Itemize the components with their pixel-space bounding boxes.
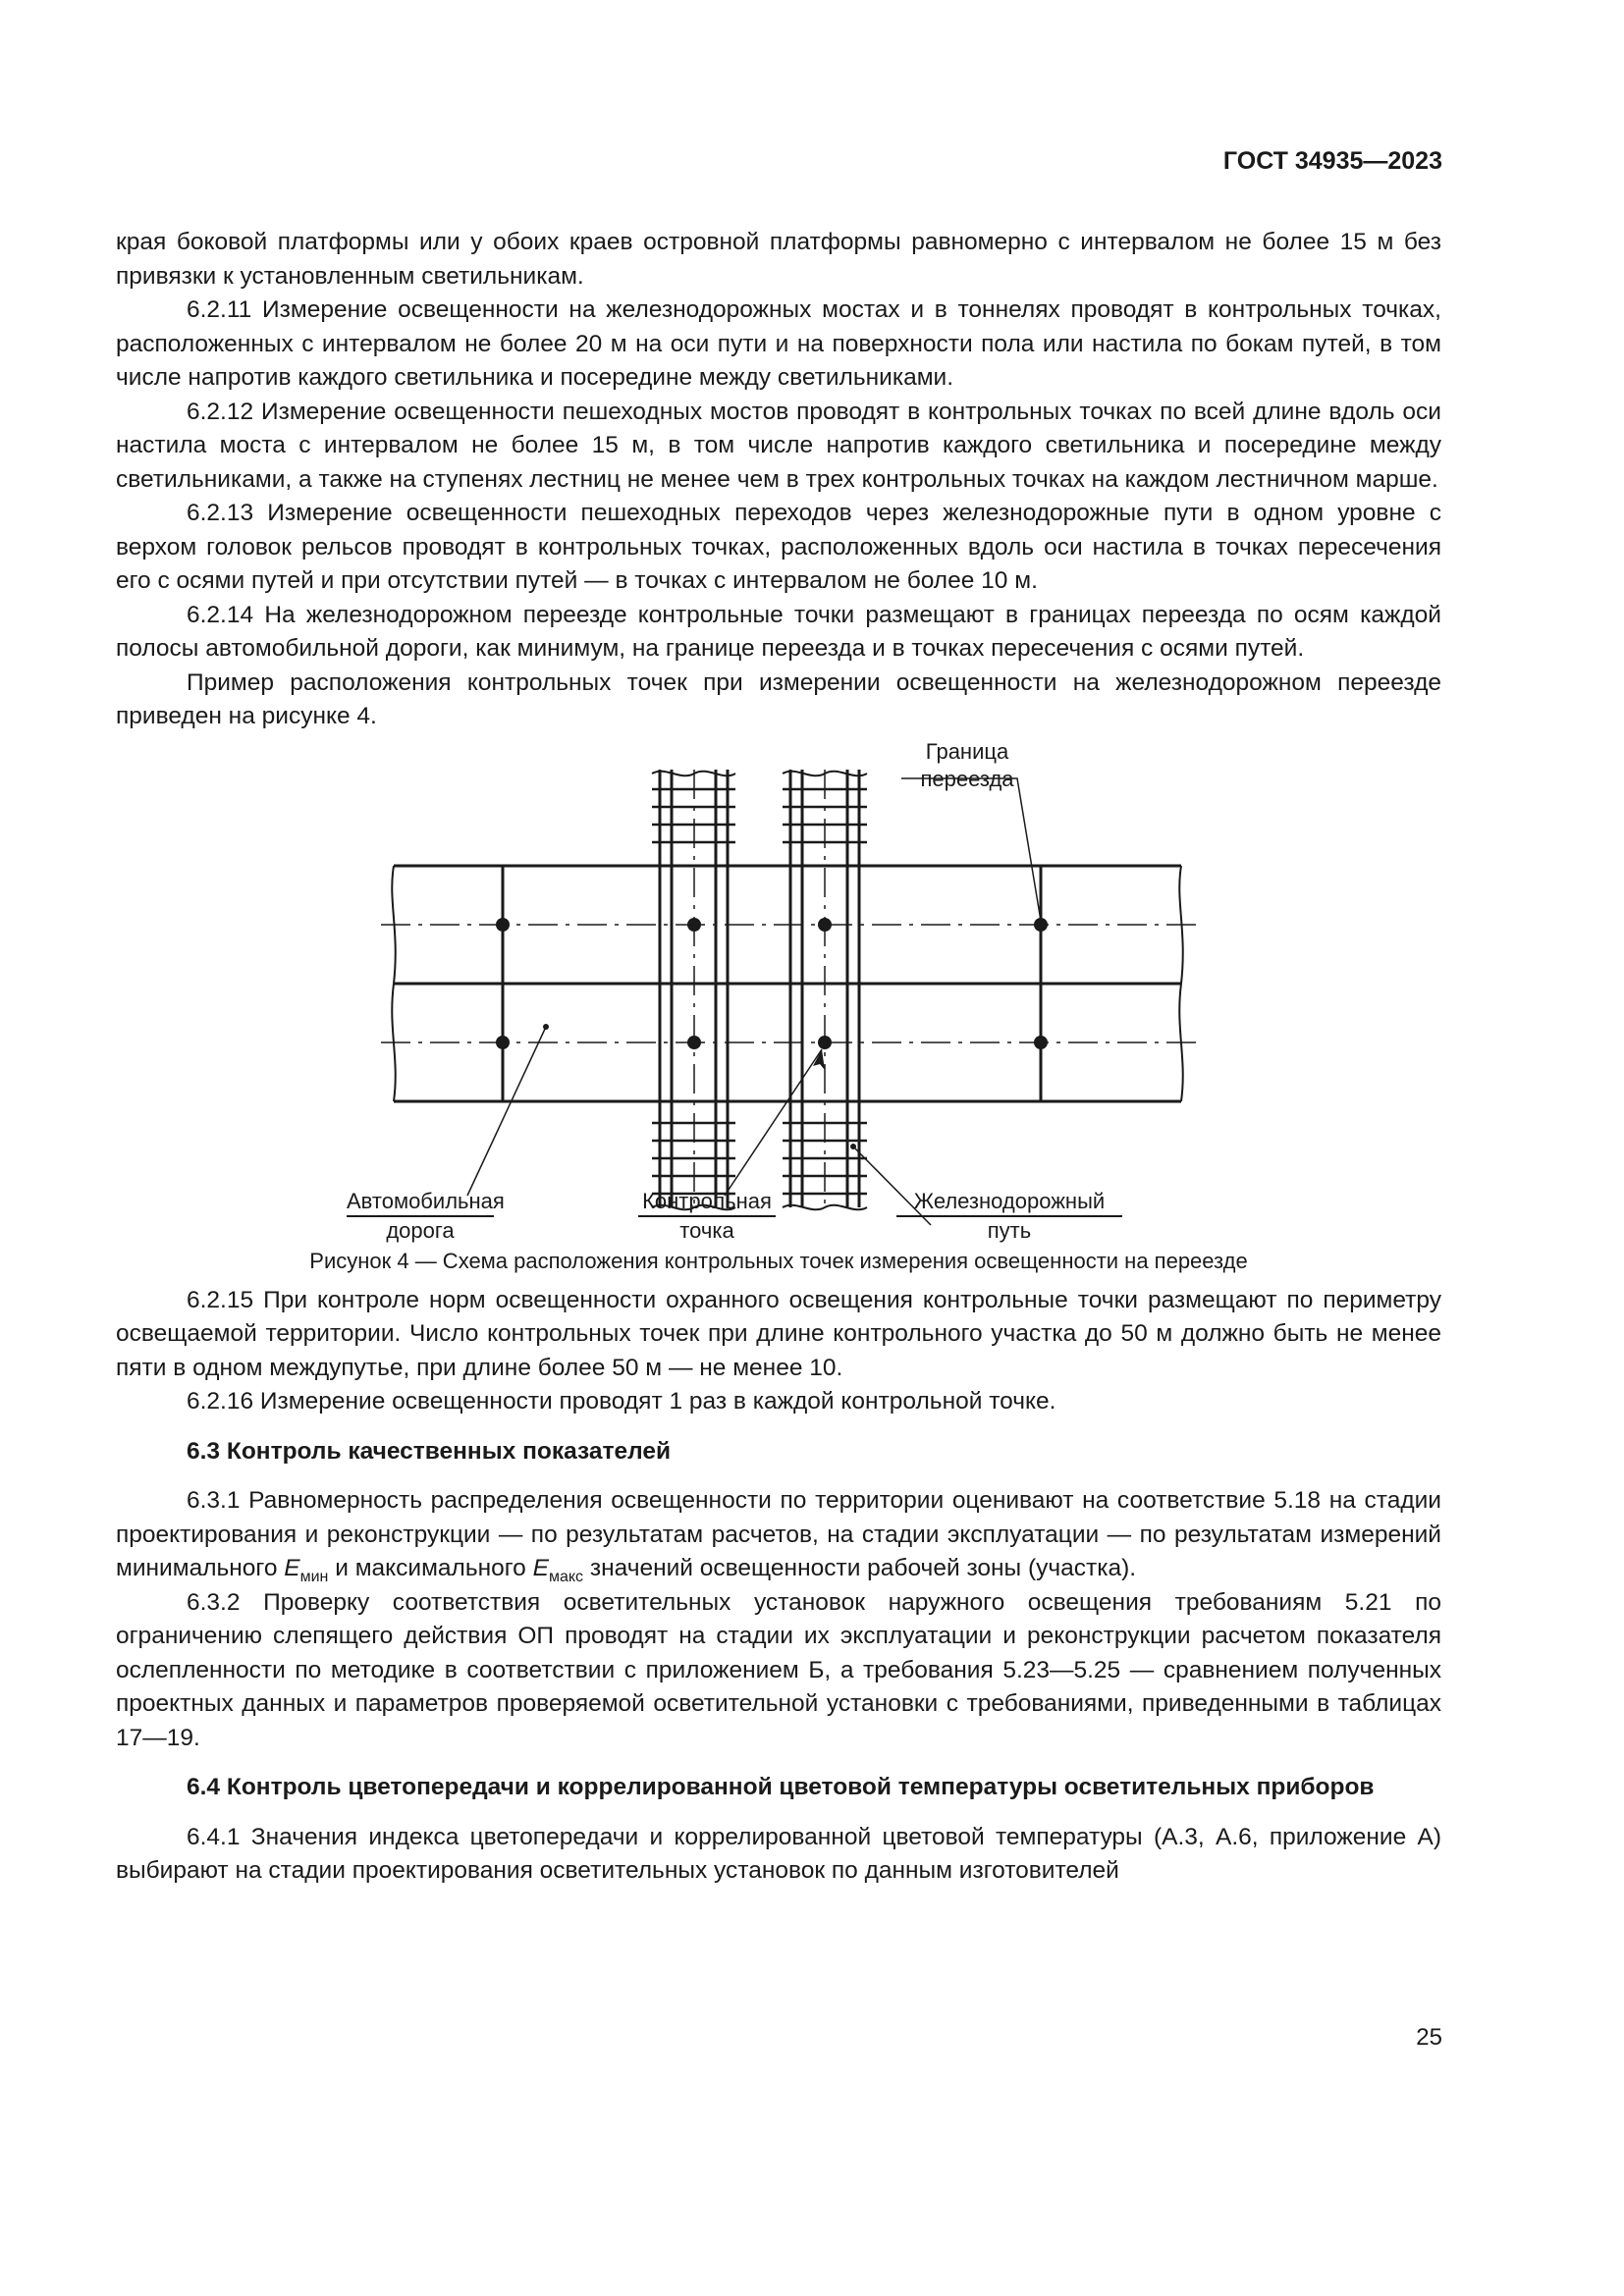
paragraph-6-2-16: 6.2.16 Измерение освещенности проводят 1 раз в каждой контрольной точке. (187, 1388, 1056, 1415)
control-point (818, 1036, 832, 1049)
figure-4 (116, 734, 1441, 1274)
figure-caption: Рисунок 4 — Схема расположения контрольных точек измерения освещенности на переезде (309, 1248, 1248, 1273)
control-point (496, 918, 510, 932)
label-road: Автомобильная дорога (347, 1188, 505, 1243)
paragraph-6-4-1: 6.4.1 Значения индекса цветопередачи и коррелированной цветовой температуры (А.3, А.6, приложение А) выбирают на стадии проектирования осветительных установок по данным изготовителей (116, 1823, 1441, 1884)
label-boundary: Граница переезда (920, 738, 1014, 791)
crossing-diagram (116, 734, 1441, 1274)
label-control-point: Контрольная точка (638, 1188, 776, 1245)
section-heading-6-3: 6.3 Контроль качественных показателей (187, 1437, 672, 1465)
control-point (1034, 918, 1048, 932)
paragraph-6-3-1: 6.3.1 Равномерность распределения освещенности по территории оценивают на соответствие 5.18 на стадии проектирования и реконструкции — по результатам расчетов, на стадии эксплуатации — по результатам измерений минимального $E_{мин}$ и максимального $E_{макс}$ значений освещенности рабочей зоны (участка). (116, 1487, 1441, 1585)
leader-road (467, 1027, 546, 1196)
leader-boundary (901, 778, 1041, 921)
paragraph-6-2-15: 6.2.15 При контроле норм освещенности охранного освещения контрольные точки размещают по периметру освещаемой территории. Число контрольных точек при длине контрольного участка до 50 м должно быть не менее пяти в одном междупутье, при длине более 50 м — не менее 10. (116, 1286, 1441, 1381)
paragraph-6-2-11: 6.2.11 Измерение освещенности на железнодорожных мостах и в тоннелях проводят в контрольных точках, расположенных с интервалом не более 20 м на оси пути и на поверхности пола или настила по бокам путей, в том числе напротив каждого светильника и посередине между светильниками. (116, 296, 1441, 391)
control-points (496, 918, 1048, 1149)
paragraph-6-2-13: 6.2.13 Измерение освещенности пешеходных переходов через железнодорожные пути в одном уровне с верхом головок рельсов проводят в контрольных точках, расположенных вдоль оси настила в точках пересечения его с осями путей и при отсутствии путей — в точках с интервалом не более 10 м. (116, 500, 1441, 594)
paragraph-example: Пример расположения контрольных точек при измерении освещенности на железнодорожном переезде приведен на рисунке 4. (116, 668, 1441, 729)
road-marker-dot (543, 1024, 549, 1030)
control-point (496, 1036, 510, 1049)
control-point (818, 918, 832, 932)
section-heading-6-4: 6.4 Контроль цветопередачи и коррелированной цветовой температуры осветительных приборов (187, 1774, 1375, 1800)
paragraph-continuation: края боковой платформы или у обоих краев островной платформы равномерно с интервалом не более 15 м без привязки к установленным светильникам. (116, 229, 1441, 290)
control-point (687, 1036, 701, 1049)
control-point (687, 918, 701, 932)
document-header: ГОСТ 34935—2023 (1222, 147, 1442, 175)
page-content (116, 226, 1441, 1889)
paragraph-6-2-12: 6.2.12 Измерение освещенности пешеходных мостов проводят в контрольных точках по всей длине вдоль оси настила моста с интервалом не более 15 м, в том числе напротив каждого светильника и посередине между светильниками, а также на ступенях лестниц не менее чем в трех контрольных точках на каждом лестничном марше. (116, 398, 1441, 493)
rail-marker-dot (850, 1144, 856, 1149)
paragraph-6-2-14: 6.2.14 На железнодорожном переезде контрольные точки размещают в границах переезда по осям каждой полосы автомобильной дороги, как минимум, на границе переезда и в точках пересечения с осями путей. (116, 601, 1441, 662)
control-point (1034, 1036, 1048, 1049)
track2-break-bottom (783, 1204, 867, 1209)
label-rail: Железнодорожный путь (896, 1188, 1122, 1245)
paragraph-6-3-2: 6.3.2 Проверку соответствия осветительных установок наружного освещения требованиям 5.21 по ограничению слепящего действия ОП проводят на стадии их эксплуатации и реконструкции расчетом показателя ослепленности по методике в соответствии с приложением Б, а требования 5.23—5.25 — сравнением полученных проектных данных и параметров проверяемой осветительной установки с требованиями, приведенными в таблицах 17—19. (116, 1588, 1441, 1751)
page-number: 25 (1416, 2024, 1442, 2051)
